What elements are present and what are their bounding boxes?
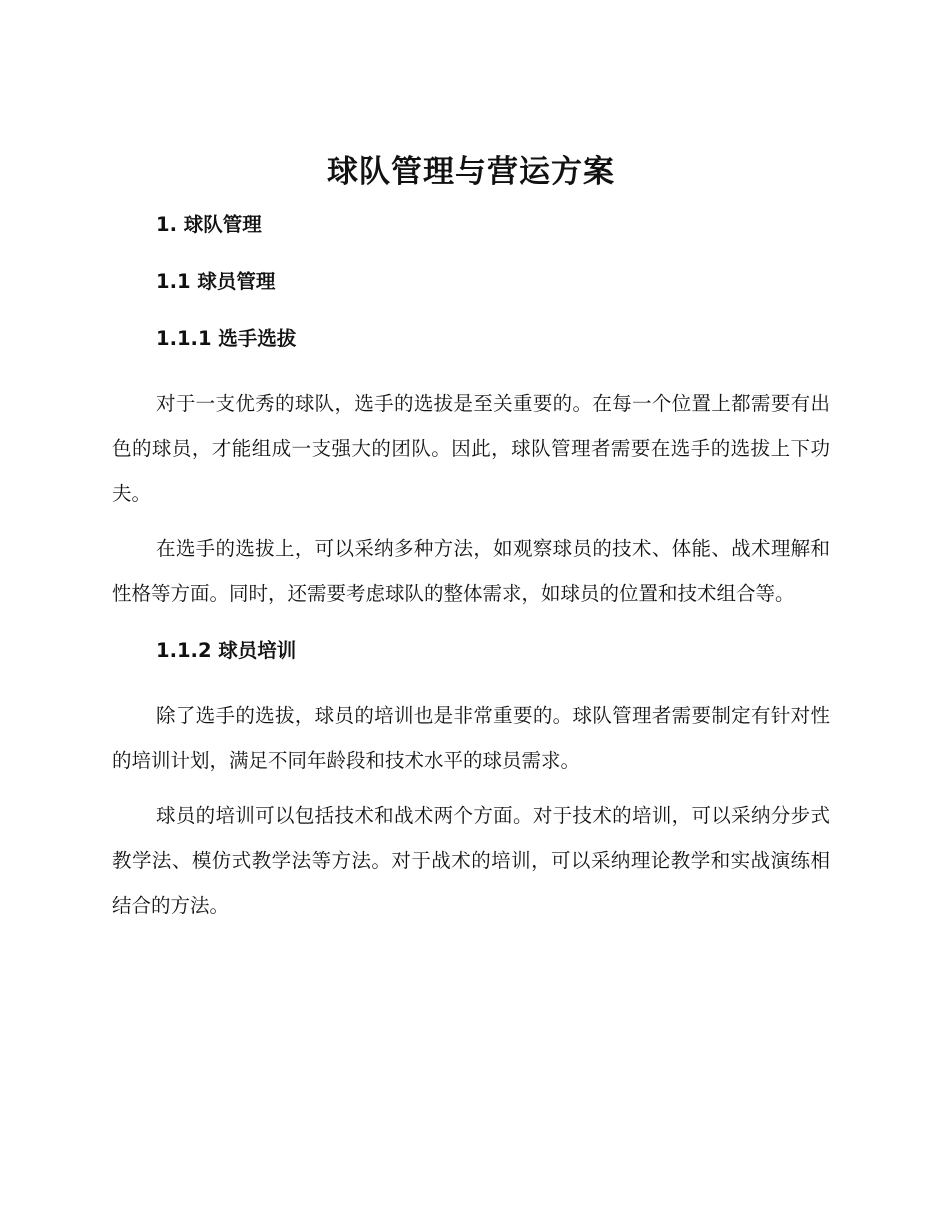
section-heading-1-1-1: 1.1.1 选手选拔 xyxy=(156,327,297,350)
section-heading-1-1-2: 1.1.2 球员培训 xyxy=(156,639,297,662)
paragraph-1-1-1-a: 对于一支优秀的球队，选手的选拔是至关重要的。在每一个位置上都需要有出色的球员，才能组成一支强大的团队。因此，球队管理者需要在选手的选拔上下功夫。 xyxy=(112,392,830,505)
section-heading-1: 1. 球队管理 xyxy=(156,213,262,236)
document-title: 球队管理与营运方案 xyxy=(327,154,615,190)
paragraph-1-1-2-b: 球员的培训可以包括技术和战术两个方面。对于技术的培训，可以采纳分步式教学法、模仿式教学法等方法。对于战术的培训，可以采纳理论教学和实战演练相结合的方法。 xyxy=(112,804,830,917)
paragraph-1-1-2-a: 除了选手的选拔，球员的培训也是非常重要的。球队管理者需要制定有针对性的培训计划，满足不同年龄段和技术水平的球员需求。 xyxy=(112,704,830,772)
paragraph-1-1-1-b: 在选手的选拔上，可以采纳多种方法，如观察球员的技术、体能、战术理解和性格等方面。同时，还需要考虑球队的整体需求，如球员的位置和技术组合等。 xyxy=(112,537,830,605)
section-heading-1-1: 1.1 球员管理 xyxy=(156,270,276,293)
